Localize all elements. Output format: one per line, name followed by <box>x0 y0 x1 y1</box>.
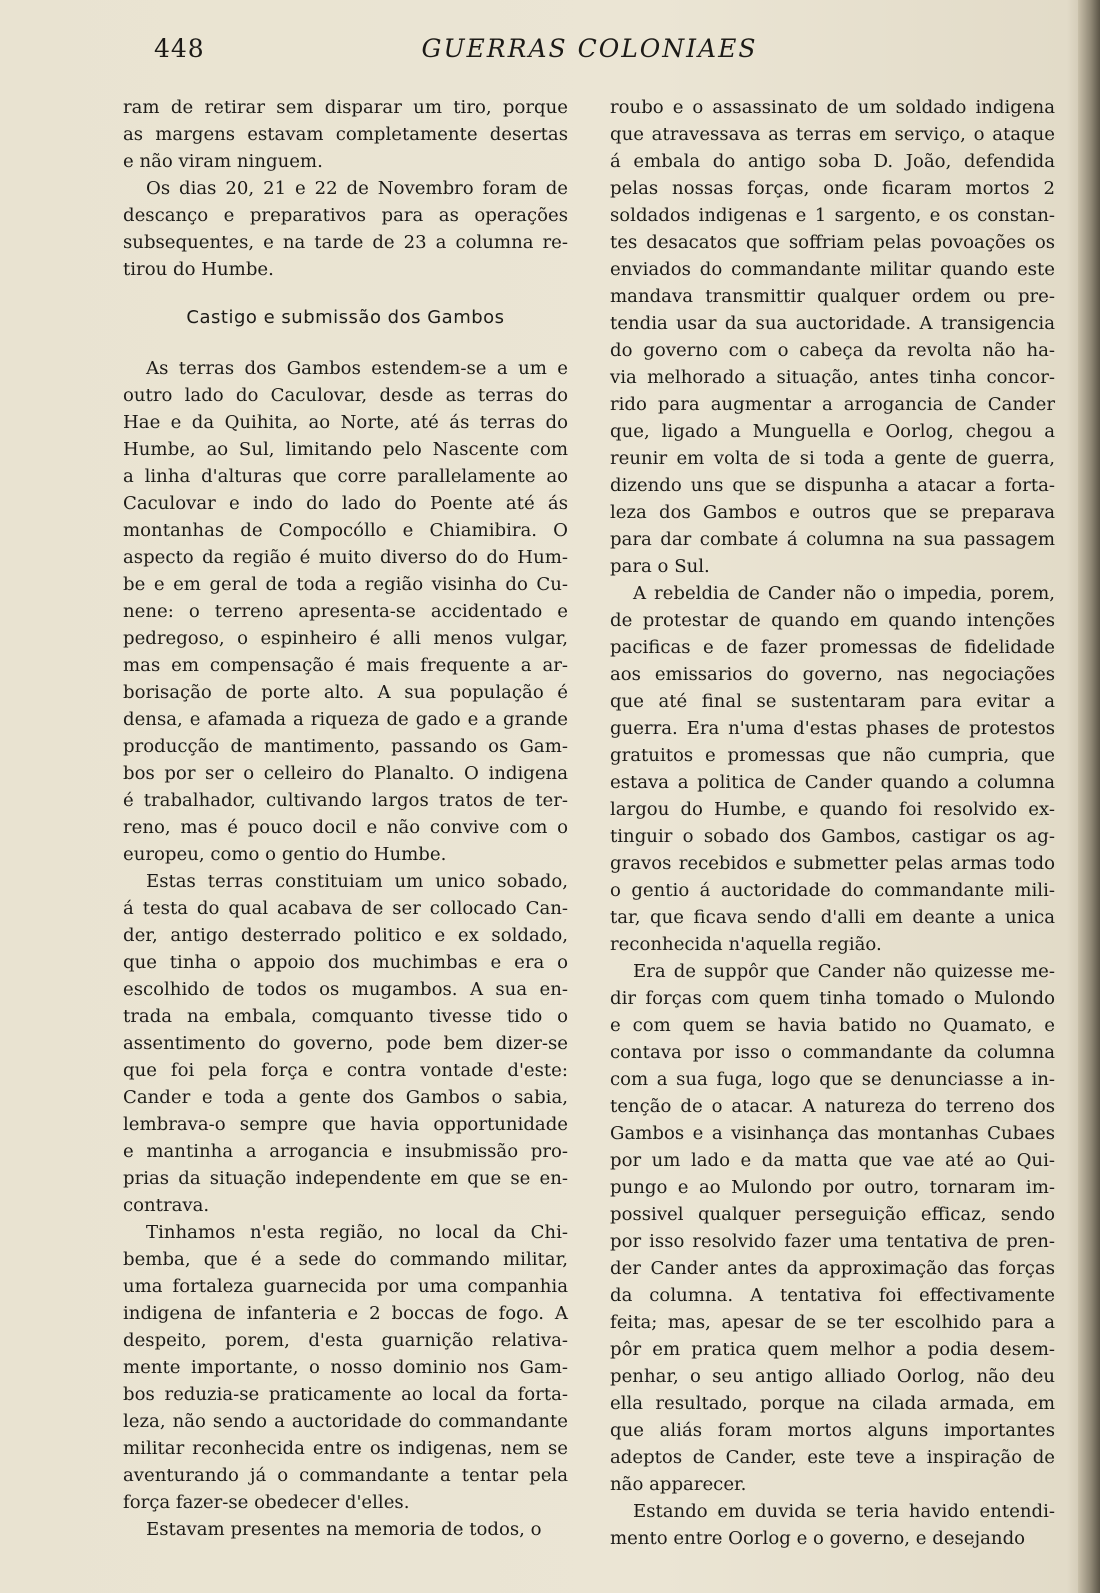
text-line: borisação de porte alto. A sua população é <box>123 682 568 703</box>
right-column <box>610 94 1055 1552</box>
text-line: reconhecida n'aquella região. <box>610 934 882 955</box>
text-line: que atravessava as terras em serviço, o ataque <box>610 124 1055 145</box>
page-header <box>122 34 1057 74</box>
text-line: ram de retirar sem disparar um tiro, porque <box>123 97 568 118</box>
text-line: Tinhamos n'esta região, no local da Chi- <box>146 1222 568 1243</box>
text-line: pacificas e de fazer promessas de fidelidade <box>610 637 1055 658</box>
paragraph <box>123 175 568 283</box>
text-line: que até final se sustentaram para evitar a <box>610 691 1055 712</box>
text-line: bos reduzia-se praticamente ao local da forta- <box>123 1384 568 1405</box>
text-line: bemba, que é a sede do commando militar, <box>123 1249 568 1270</box>
text-line: com a sua fuga, logo que se denunciasse a in- <box>610 1069 1055 1090</box>
text-line: densa, e afamada a riqueza de gado e a grande <box>123 709 568 730</box>
text-line: montanhas de Compocóllo e Chiamibira. O <box>123 520 568 541</box>
text-line: tendia usar da sua auctoridade. A transigencia <box>610 313 1055 334</box>
paragraph <box>123 1516 568 1543</box>
text-line: e mantinha a arrogancia e insubmissão pro- <box>123 1141 568 1162</box>
text-line: via melhorado a situação, antes tinha concor- <box>610 367 1055 388</box>
text-line: pedregoso, o espinheiro é alli menos vulgar, <box>123 628 568 649</box>
text-line: e com quem se havia batido no Quamato, e <box>610 1015 1055 1036</box>
text-line: á embala do antigo soba D. João, defendida <box>610 151 1055 172</box>
text-line: da columna. A tentativa foi effectivamente <box>610 1285 1055 1306</box>
text-line: Estas terras constituiam um unico sobado, <box>146 871 568 892</box>
text-line: o gentio á auctoridade do commandante mili- <box>610 880 1055 901</box>
text-line: escolhido de todos os mugambos. A sua en- <box>123 979 568 1000</box>
text-line: europeu, como o gentio do Humbe. <box>123 844 447 865</box>
paragraph <box>123 94 568 175</box>
text-line: subsequentes, e na tarde de 23 a columna re- <box>123 232 568 253</box>
text-line: producção de mantimento, passando os Gam- <box>123 736 568 757</box>
text-line: tenção de o atacar. A natureza do terreno dos <box>610 1096 1055 1117</box>
text-line: der, antigo desterrado politico e ex soldado, <box>123 925 568 946</box>
section-heading: Castigo e submissão dos Gambos <box>186 307 505 328</box>
paragraph <box>123 868 568 1219</box>
text-line: do governo com o cabeça da revolta não ha- <box>610 340 1055 361</box>
text-line: guerra. Era n'uma d'estas phases de protestos <box>610 718 1055 739</box>
text-line: Os dias 20, 21 e 22 de Novembro foram de <box>146 178 568 199</box>
text-line: força fazer-se obedecer d'elles. <box>123 1492 410 1513</box>
text-line: lembrava-o sempre que havia opportunidade <box>123 1114 568 1135</box>
text-line: Caculovar e indo do lado do Poente até ás <box>123 493 568 514</box>
text-line: a linha d'alturas que corre parallelamente ao <box>123 466 568 487</box>
text-line: reunir em volta de si toda a gente de guerra, <box>610 448 1055 469</box>
text-line: tinguir o sobado dos Gambos, castigar os ag- <box>610 826 1055 847</box>
text-line: reno, mas é pouco docil e não convive com o <box>123 817 568 838</box>
text-line: soldados indigenas e 1 sargento, e os constan- <box>610 205 1055 226</box>
text-line: enviados do commandante militar quando este <box>610 259 1055 280</box>
text-line: e não viram ninguem. <box>123 151 323 172</box>
text-line: leza dos Gambos e outros que se preparava <box>610 502 1055 523</box>
paragraph <box>123 355 568 868</box>
running-title: GUERRAS COLONIAES <box>421 34 758 63</box>
text-line: As terras dos Gambos estendem-se a um e <box>146 358 568 379</box>
text-line: dizendo uns que se dispunha a atacar a forta- <box>610 475 1055 496</box>
text-line: que aliás foram mortos alguns importantes <box>610 1420 1055 1441</box>
text-line: aventurando já o commandante a tentar pela <box>123 1465 568 1486</box>
text-line: outro lado do Caculovar, desde as terras do <box>123 385 568 406</box>
text-line: adeptos de Cander, este teve a inspiração de <box>610 1447 1055 1468</box>
text-line: Estavam presentes na memoria de todos, o <box>146 1519 542 1540</box>
text-line: mas em compensação é mais frequente a ar- <box>123 655 568 676</box>
text-line: para dar combate á columna na sua passagem <box>610 529 1055 550</box>
text-line: Gambos e a visinhança das montanhas Cubaes <box>610 1123 1055 1144</box>
text-line: não apparecer. <box>610 1474 747 1495</box>
text-line: der Cander antes da approximação das forças <box>610 1258 1055 1279</box>
text-line: que, ligado a Munguella e Oorlog, chegou a <box>610 421 1055 442</box>
text-line: para o Sul. <box>610 556 710 577</box>
text-line: Hae e da Quihita, ao Norte, até ás terras do <box>123 412 568 433</box>
text-line: Humbe, ao Sul, limitando pelo Nascente com <box>123 439 568 460</box>
text-line: A rebeldia de Cander não o impedia, porem, <box>633 583 1055 604</box>
text-line: bos por ser o celleiro do Planalto. O indigena <box>123 763 568 784</box>
text-line: de protestar de quando em quando intenções <box>610 610 1055 631</box>
text-line: Estando em duvida se teria havido entendi- <box>633 1501 1055 1522</box>
text-line: uma fortaleza guarnecida por uma companhia <box>123 1276 568 1297</box>
text-line: assentimento do governo, pode bem dizer-se <box>123 1033 568 1054</box>
text-line: contava por isso o commandante da columna <box>610 1042 1055 1063</box>
paragraph <box>610 1498 1055 1552</box>
text-line: que foi pela força e contra vontade d'este: <box>123 1060 568 1081</box>
text-line: possivel qualquer perseguição efficaz, sendo <box>610 1204 1055 1225</box>
paragraph <box>610 94 1055 580</box>
text-line: Cander e toda a gente dos Gambos o sabia, <box>123 1087 568 1108</box>
left-column <box>123 94 568 1543</box>
paragraph <box>610 958 1055 1498</box>
text-line: largou do Humbe, e quando foi resolvido ex- <box>610 799 1055 820</box>
text-line: prias da situação independente em que se en- <box>123 1168 568 1189</box>
text-line: Era de suppôr que Cander não quizesse me- <box>633 961 1055 982</box>
text-line: mente importante, o nosso dominio nos Gam- <box>123 1357 568 1378</box>
text-line: dir forças com quem tinha tomado o Mulondo <box>610 988 1055 1009</box>
paragraph <box>123 1219 568 1516</box>
text-line: á testa do qual acabava de ser collocado Can- <box>123 898 568 919</box>
text-line: pôr em pratica quem melhor a podia desem- <box>610 1339 1055 1360</box>
text-line: rido para augmentar a arrogancia de Cander <box>610 394 1055 415</box>
text-line: roubo e o assassinato de um soldado indigena <box>610 97 1055 118</box>
text-line: pungo e ao Mulondo por outro, tornaram im- <box>610 1177 1055 1198</box>
text-line: mento entre Oorlog e o governo, e desejando <box>610 1528 1026 1549</box>
text-line: nene: o terreno apresenta-se accidentado e <box>123 601 568 622</box>
text-line: contrava. <box>123 1195 210 1216</box>
text-line: feita; mas, apesar de se ter escolhido para a <box>610 1312 1055 1333</box>
text-line: gratuitos e promessas que não cumpria, que <box>610 745 1055 766</box>
text-line: militar reconhecida entre os indigenas, nem se <box>123 1438 568 1459</box>
text-line: despeito, porem, d'esta guarnição relativa- <box>123 1330 568 1351</box>
page-number: 448 <box>154 34 205 63</box>
text-line: que tinha o appoio dos muchimbas e era o <box>123 952 568 973</box>
page-binding-edge <box>1078 0 1100 1593</box>
text-line: indigena de infanteria e 2 boccas de fogo. A <box>123 1303 568 1324</box>
text-line: penhar, o seu antigo alliado Oorlog, não deu <box>610 1366 1055 1387</box>
paragraph <box>610 580 1055 958</box>
text-line: aspecto da região é muito diverso do do Hum- <box>123 547 568 568</box>
text-line: descanço e preparativos para as operações <box>123 205 568 226</box>
text-line: por um lado e da matta que vae até ao Qui- <box>610 1150 1055 1171</box>
text-line: é trabalhador, cultivando largos tratos de ter- <box>123 790 568 811</box>
text-line: leza, não sendo a auctoridade do commandante <box>123 1411 568 1432</box>
text-line: aos emissarios do governo, nas negociações <box>610 664 1055 685</box>
text-line: trada na embala, comquanto tivesse tido o <box>123 1006 568 1027</box>
text-line: tar, que ficava sendo d'alli em deante a unica <box>610 907 1055 928</box>
text-line: ella resultado, porque na cilada armada, em <box>610 1393 1055 1414</box>
text-line: tirou do Humbe. <box>123 259 274 280</box>
text-line: gravos recebidos e submetter pelas armas todo <box>610 853 1055 874</box>
text-line: as margens estavam completamente desertas <box>123 124 568 145</box>
text-line: por isso resolvido fazer uma tentativa de pren- <box>610 1231 1055 1252</box>
text-line: tes desacatos que soffriam pelas povoações os <box>610 232 1055 253</box>
text-line: pelas nossas forças, onde ficaram mortos 2 <box>610 178 1055 199</box>
text-line: be e em geral de toda a região visinha do Cu- <box>123 574 568 595</box>
text-line: estava a politica de Cander quando a columna <box>610 772 1055 793</box>
text-line: mandava transmittir qualquer ordem ou pre- <box>610 286 1055 307</box>
